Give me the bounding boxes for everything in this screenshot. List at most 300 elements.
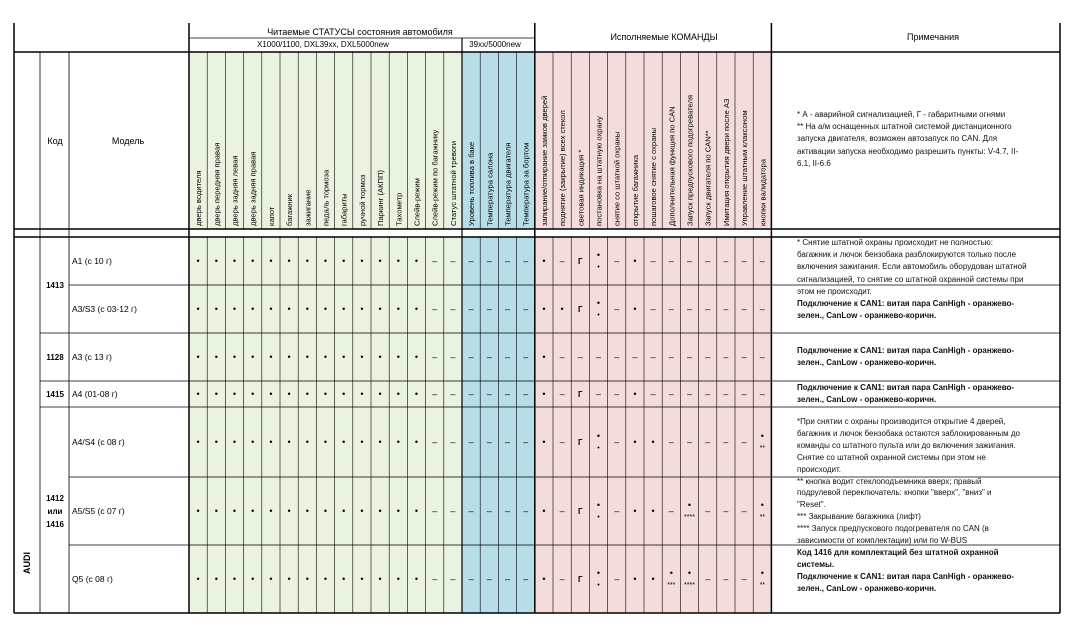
note-line: Снятие со штатной охранной системы при этом не <box>797 452 986 462</box>
cell-mark: – <box>432 437 438 447</box>
cell-mark: • <box>196 256 200 266</box>
cell-mark: – <box>432 506 438 516</box>
column-header: Тахометр <box>394 192 404 226</box>
cell-mark: • <box>342 574 346 584</box>
note-line: включения зажигания. Если автомобиль оборудован штатной <box>797 262 1027 272</box>
header-note-line: ** На а/м оснащенных штатной системой дистанционного <box>797 122 1012 132</box>
column-header: Уровень топлива в баке <box>467 141 477 226</box>
cell-mark: – <box>705 304 711 314</box>
cell-mark: • <box>414 304 419 314</box>
cell-mark: • <box>323 304 328 314</box>
row-code: 1415 <box>46 390 64 399</box>
cell-mark: • <box>651 574 655 584</box>
cell-mark: • <box>669 568 673 578</box>
cell-mark: • <box>305 352 309 362</box>
code-1413: 1413 <box>46 281 64 290</box>
cell-mark: – <box>741 506 747 516</box>
cell-mark: • <box>542 437 546 447</box>
column-header: Температура салона <box>485 152 495 226</box>
cell-mark: • <box>360 574 364 584</box>
cell-mark: – <box>523 389 529 399</box>
column-header: поднятие (закрытие) всех стекол <box>558 110 568 226</box>
cell-mark: • <box>269 389 273 399</box>
cell-mark: • <box>687 568 692 578</box>
cell-mark-footnote: • <box>597 264 600 271</box>
cell-mark: • <box>342 256 346 266</box>
cell-mark: • <box>251 352 255 362</box>
statuses-title: Читаемые СТАТУСЫ состояния автомобиля <box>267 27 453 37</box>
header-note-line: * А - аварийной сигнализацией, Г - габаритными огнями <box>797 110 1006 119</box>
cell-mark: • <box>232 389 237 399</box>
column-header: багажник <box>285 193 295 226</box>
cell-mark: • <box>378 574 382 584</box>
cell-mark: – <box>559 574 565 584</box>
cell-mark: Г <box>578 390 583 399</box>
column-header: дверь водителя <box>194 170 204 226</box>
cell-mark: – <box>705 574 711 584</box>
cell-mark: • <box>323 506 328 516</box>
cell-mark: – <box>432 304 438 314</box>
cell-mark: – <box>705 506 711 516</box>
cell-mark-footnote: **** <box>684 514 695 521</box>
cell-mark: – <box>686 352 693 362</box>
header-note-line: активации запуска необходимо разрешить пункты: V-4.7, II- <box>797 146 1019 156</box>
column-header: Имитация открытия двери после АЗ <box>721 98 731 226</box>
note-line: **** Запуск предпускового подогревателя по CAN (в <box>797 524 989 534</box>
column-header: дверь задняя правая <box>248 151 258 226</box>
cell-mark: – <box>468 304 474 314</box>
cell-mark: • <box>269 574 273 584</box>
column-header: Статус штатной тревоги <box>448 140 458 226</box>
cell-mark: – <box>741 352 747 362</box>
cell-mark: • <box>342 304 346 314</box>
cell-mark: • <box>360 304 364 314</box>
cell-mark: • <box>542 506 546 516</box>
cell-mark: – <box>523 256 529 266</box>
cell-mark: • <box>396 574 400 584</box>
cell-mark: • <box>214 389 218 399</box>
cell-mark: – <box>723 437 729 447</box>
cell-mark: • <box>251 304 255 314</box>
cell-mark: • <box>633 304 637 314</box>
note-line: Подключение к CAN1: витая пара CanHigh - оранжево- <box>797 299 1015 309</box>
cell-mark: – <box>723 506 729 516</box>
cell-mark: – <box>741 574 747 584</box>
cell-mark: • <box>251 437 255 447</box>
cell-mark: • <box>760 431 764 441</box>
code-1412-line2: или <box>47 507 63 516</box>
cell-mark: – <box>668 506 674 516</box>
header-note <box>797 109 1059 227</box>
cell-mark: • <box>596 250 601 260</box>
cell-mark: • <box>214 352 218 362</box>
note-line: ** кнопка водит стеклоподъемника вверх; правый <box>797 476 982 486</box>
cell-mark: • <box>269 304 273 314</box>
note-line: Подключение к CAN1: витая пара CanHigh - оранжево- <box>797 383 1015 392</box>
cell-mark: – <box>432 389 438 399</box>
cell-mark: – <box>668 389 674 399</box>
column-header: Запуск предпускового подогревателя <box>685 95 695 226</box>
cell-mark: – <box>523 352 529 362</box>
cell-mark: – <box>577 352 583 362</box>
cell-mark: • <box>360 256 364 266</box>
cell-mark: – <box>614 352 620 362</box>
cell-mark: – <box>759 304 765 314</box>
cell-mark: – <box>468 437 474 447</box>
column-header: Дополнительная функция по CAN <box>667 106 677 226</box>
cell-mark: – <box>614 304 620 314</box>
cell-mark: • <box>251 256 255 266</box>
note-line: Код 1416 для комплектаций без штатной охранной <box>797 547 999 557</box>
note-line: зелен., CanLow - оранжево-коричн. <box>797 583 937 593</box>
row-model: A5/S5 (с 07 г) <box>72 506 125 516</box>
cell-mark: – <box>705 256 711 266</box>
row-model: A4 (01-08 г) <box>72 389 118 399</box>
cell-mark: • <box>542 256 546 266</box>
column-header: открытие багажника <box>630 154 640 226</box>
cell-mark: – <box>432 352 438 362</box>
cell-mark: – <box>614 256 620 266</box>
cell-mark: – <box>504 352 511 362</box>
column-header: Слейв-режим по багажнику <box>430 129 440 226</box>
cell-mark: • <box>414 506 419 516</box>
cell-mark: – <box>486 304 492 314</box>
cell-mark: – <box>523 304 529 314</box>
row-model: A4/S4 (с 08 г) <box>72 437 125 447</box>
cell-mark: • <box>323 437 328 447</box>
cell-mark: • <box>305 256 309 266</box>
column-header: Запуск двигателя по CAN** <box>703 130 713 226</box>
note-line: Подключение к CAN1: витая пара CanHigh - оранжево- <box>797 571 1015 581</box>
column-header: Температура за бортом <box>521 142 531 226</box>
cell-mark: • <box>287 256 291 266</box>
cell-mark: • <box>378 352 382 362</box>
cell-mark: – <box>523 437 529 447</box>
cell-mark: – <box>759 389 765 399</box>
cell-mark: • <box>305 304 309 314</box>
cell-mark: • <box>633 389 637 399</box>
note-1415 <box>797 382 1059 408</box>
code-header: Код <box>47 136 63 146</box>
cell-mark: • <box>214 437 218 447</box>
cell-mark: • <box>542 352 546 362</box>
cell-mark: • <box>287 352 291 362</box>
cell-mark-footnote: • <box>597 514 600 521</box>
cell-mark: – <box>468 352 474 362</box>
cell-mark: – <box>450 506 456 516</box>
note-1128 <box>797 345 1059 375</box>
row-model: A1 (с 10 г) <box>72 256 112 266</box>
cell-mark: • <box>269 506 273 516</box>
cell-mark: • <box>232 352 237 362</box>
cell-mark: – <box>504 437 511 447</box>
cell-mark: • <box>287 437 291 447</box>
cell-mark: • <box>287 506 291 516</box>
cell-mark: – <box>523 506 529 516</box>
note-line: Подключение к CAN1: витая пара CanHigh - оранжево- <box>797 346 1015 355</box>
note-line: * Снятие штатной охраны происходит не полностью: <box>797 238 993 247</box>
cell-mark: – <box>486 574 492 584</box>
cell-mark: Г <box>578 507 583 516</box>
cell-mark: • <box>287 574 291 584</box>
cell-mark: – <box>650 304 656 314</box>
cell-mark: Г <box>578 257 583 266</box>
cell-mark: – <box>450 352 456 362</box>
column-header: кнопки валидатора <box>758 159 768 226</box>
cell-mark: – <box>632 352 638 362</box>
cell-mark: – <box>741 256 747 266</box>
cell-mark: • <box>196 574 200 584</box>
cell-mark: • <box>269 352 273 362</box>
cell-mark: Г <box>578 575 583 584</box>
cell-mark: – <box>450 389 456 399</box>
note-line: системы. <box>797 559 835 569</box>
cell-mark: • <box>323 352 328 362</box>
cell-mark: • <box>251 389 255 399</box>
cell-mark: – <box>468 506 474 516</box>
cell-mark: • <box>287 304 291 314</box>
cell-mark: – <box>504 304 511 314</box>
code-1412-line1: 1412 <box>46 494 64 503</box>
column-header: габариты <box>339 193 349 226</box>
cell-mark: – <box>668 304 674 314</box>
cell-mark: • <box>232 437 237 447</box>
column-header: дверь задняя левая <box>230 155 240 226</box>
note-line: этом не происходит. <box>797 286 872 296</box>
cell-mark: – <box>650 389 656 399</box>
row-model: A3 (с 13 г) <box>72 352 112 362</box>
cell-mark: • <box>633 437 637 447</box>
note-line: багажник и лючок бензобака разблокируются только после <box>797 250 1017 260</box>
cell-mark: – <box>741 389 747 399</box>
cell-mark: – <box>759 256 765 266</box>
cell-mark: • <box>596 298 601 308</box>
column-header: Паркинг (АКПП) <box>376 169 386 226</box>
cell-mark: – <box>450 437 456 447</box>
cell-mark: – <box>595 352 602 362</box>
cell-mark: – <box>504 574 511 584</box>
cell-mark: • <box>196 304 200 314</box>
cell-mark: • <box>414 352 419 362</box>
note-line: происходит. <box>797 464 842 474</box>
cell-mark: • <box>542 574 546 584</box>
cell-mark: – <box>686 256 693 266</box>
cell-mark: – <box>723 389 729 399</box>
cell-mark-footnote: ** <box>759 514 766 521</box>
cell-mark: – <box>559 256 565 266</box>
note-line: зависимости от комплектации) или по W-BUS <box>797 536 968 546</box>
cell-mark: • <box>196 506 200 516</box>
cell-mark: – <box>614 389 620 399</box>
cell-mark: • <box>633 256 637 266</box>
cell-mark: – <box>759 352 765 362</box>
cell-mark: – <box>668 437 674 447</box>
cell-mark: • <box>287 389 291 399</box>
statuses-subtitle-2: 39xx/5000new <box>469 40 521 49</box>
column-header: дверь передняя правая <box>212 142 222 226</box>
column-header: Слейв-режим <box>412 178 422 226</box>
cell-mark: – <box>432 256 438 266</box>
cell-mark: • <box>651 437 655 447</box>
row-model: Q5 (с 08 г) <box>72 574 113 584</box>
cell-mark-footnote: ** <box>759 445 766 452</box>
cell-mark: • <box>396 352 400 362</box>
note-line: багажник и лючок бензобака остаются заблокированным до <box>797 428 1020 438</box>
note-line: *** Закрывание багажника (лифт) <box>797 512 921 522</box>
cell-mark: • <box>633 506 637 516</box>
cell-mark: – <box>595 389 602 399</box>
cell-mark: • <box>305 506 309 516</box>
column-header: Управление штатным клаксоном <box>740 110 750 226</box>
column-header: постановка на штатную охрану <box>594 116 604 226</box>
cell-mark: • <box>378 256 382 266</box>
column-header: запирание/отпирание замков дверей <box>539 95 549 226</box>
cell-mark: • <box>414 574 419 584</box>
cell-mark: – <box>614 506 620 516</box>
note-line: зелен., CanLow - оранжево-коричн. <box>797 311 937 321</box>
cell-mark: • <box>360 437 364 447</box>
cell-mark-footnote: *** <box>667 582 676 589</box>
cell-mark: • <box>396 506 400 516</box>
cell-mark: – <box>486 437 492 447</box>
cell-mark: • <box>378 506 382 516</box>
cell-mark: • <box>232 574 237 584</box>
cell-mark: – <box>723 574 729 584</box>
cell-mark: – <box>559 437 565 447</box>
cell-mark: • <box>378 437 382 447</box>
cell-mark: • <box>196 437 200 447</box>
cell-mark: • <box>687 500 692 510</box>
cell-mark: • <box>542 389 546 399</box>
cell-mark: – <box>650 256 656 266</box>
cell-mark: • <box>596 500 601 510</box>
cell-mark: – <box>486 352 492 362</box>
cell-mark: Г <box>578 305 583 314</box>
cell-mark: – <box>705 389 711 399</box>
cell-mark: • <box>378 304 382 314</box>
row-model: A3/S3 (с 03-12 г) <box>72 304 137 314</box>
cell-mark: • <box>214 256 218 266</box>
column-header: снятие со штатной охраны <box>612 131 622 226</box>
cell-mark: – <box>686 437 693 447</box>
cell-mark: • <box>542 304 546 314</box>
column-header: зажигание <box>303 189 313 226</box>
cell-mark-footnote: • <box>597 582 600 589</box>
cell-mark: – <box>723 304 729 314</box>
cell-mark: – <box>504 256 511 266</box>
column-header: пошаговое снятие с охраны <box>649 127 659 226</box>
cell-mark: – <box>450 304 456 314</box>
brand-label: AUDI <box>22 552 32 574</box>
cell-mark: • <box>560 304 564 314</box>
column-header: капот <box>266 206 276 226</box>
cell-mark: • <box>360 389 364 399</box>
row-code: 1128 <box>46 353 64 362</box>
notes-title: Примечания <box>907 32 959 42</box>
column-header: световая индикация * <box>576 149 586 226</box>
cell-mark: – <box>686 304 693 314</box>
cell-mark: • <box>342 352 346 362</box>
cell-mark: • <box>378 389 382 399</box>
cell-mark: • <box>269 437 273 447</box>
cell-mark: • <box>633 574 637 584</box>
cell-mark: • <box>305 437 309 447</box>
cell-mark: • <box>596 431 601 441</box>
cell-mark: • <box>651 506 655 516</box>
header-note-line: запуска двигателя, возможен автозапуск по CAN. Для <box>797 134 998 144</box>
cell-mark: – <box>741 304 747 314</box>
cell-mark: • <box>214 304 218 314</box>
cell-mark: – <box>614 574 620 584</box>
cell-mark: • <box>360 352 364 362</box>
cell-mark-footnote: • <box>597 312 600 319</box>
cell-mark: • <box>342 506 346 516</box>
note-line: команды со штатного пульта или до включения зажигания. <box>797 440 1016 450</box>
note-line: "Reset". <box>797 500 826 510</box>
column-header: педаль тормоза <box>321 169 331 226</box>
cell-mark: • <box>214 506 218 516</box>
cell-mark: • <box>414 389 419 399</box>
cell-mark: – <box>705 352 711 362</box>
commands-title: Исполняемые КОМАНДЫ <box>610 32 718 42</box>
cell-mark: • <box>251 574 255 584</box>
cell-mark: • <box>323 256 328 266</box>
cell-mark: • <box>323 389 328 399</box>
cell-mark: • <box>323 574 328 584</box>
cell-mark: – <box>504 506 511 516</box>
code-1412-line3: 1416 <box>46 520 64 529</box>
header-note-line: 6.1, II-6.6 <box>797 158 831 168</box>
cell-mark: – <box>559 389 565 399</box>
cell-mark: • <box>214 574 218 584</box>
cell-mark: – <box>486 256 492 266</box>
cell-mark: • <box>251 506 255 516</box>
cell-mark: – <box>486 389 492 399</box>
cell-mark: – <box>523 574 529 584</box>
cell-mark: – <box>723 352 729 362</box>
cell-mark: • <box>196 389 200 399</box>
cell-mark: – <box>504 389 511 399</box>
note-line: сигнализацией, то снятие со штатной охранной системы при <box>797 274 1024 284</box>
cell-mark: • <box>396 304 400 314</box>
cell-mark: – <box>686 389 693 399</box>
cell-mark: – <box>723 256 729 266</box>
note-1413 <box>797 237 1059 333</box>
cell-mark: • <box>396 389 400 399</box>
cell-mark: • <box>305 574 309 584</box>
cell-mark: – <box>468 256 474 266</box>
cell-mark: – <box>486 506 492 516</box>
cell-mark: – <box>705 437 711 447</box>
cell-mark: • <box>360 506 364 516</box>
cell-mark: – <box>450 256 456 266</box>
cell-mark: • <box>342 437 346 447</box>
cell-mark: • <box>305 389 309 399</box>
cell-mark: – <box>559 352 565 362</box>
cell-mark: – <box>614 437 620 447</box>
cell-mark: Г <box>578 438 583 447</box>
cell-mark: – <box>468 389 474 399</box>
column-header: ручной тормоз <box>357 174 367 226</box>
cell-mark: • <box>269 256 273 266</box>
cell-mark-footnote: • <box>597 445 600 452</box>
cell-mark-footnote: **** <box>684 582 695 589</box>
cell-mark: – <box>450 574 456 584</box>
cell-mark: – <box>432 574 438 584</box>
cell-mark: – <box>559 506 565 516</box>
cell-mark: • <box>342 389 346 399</box>
cell-mark: – <box>668 352 674 362</box>
